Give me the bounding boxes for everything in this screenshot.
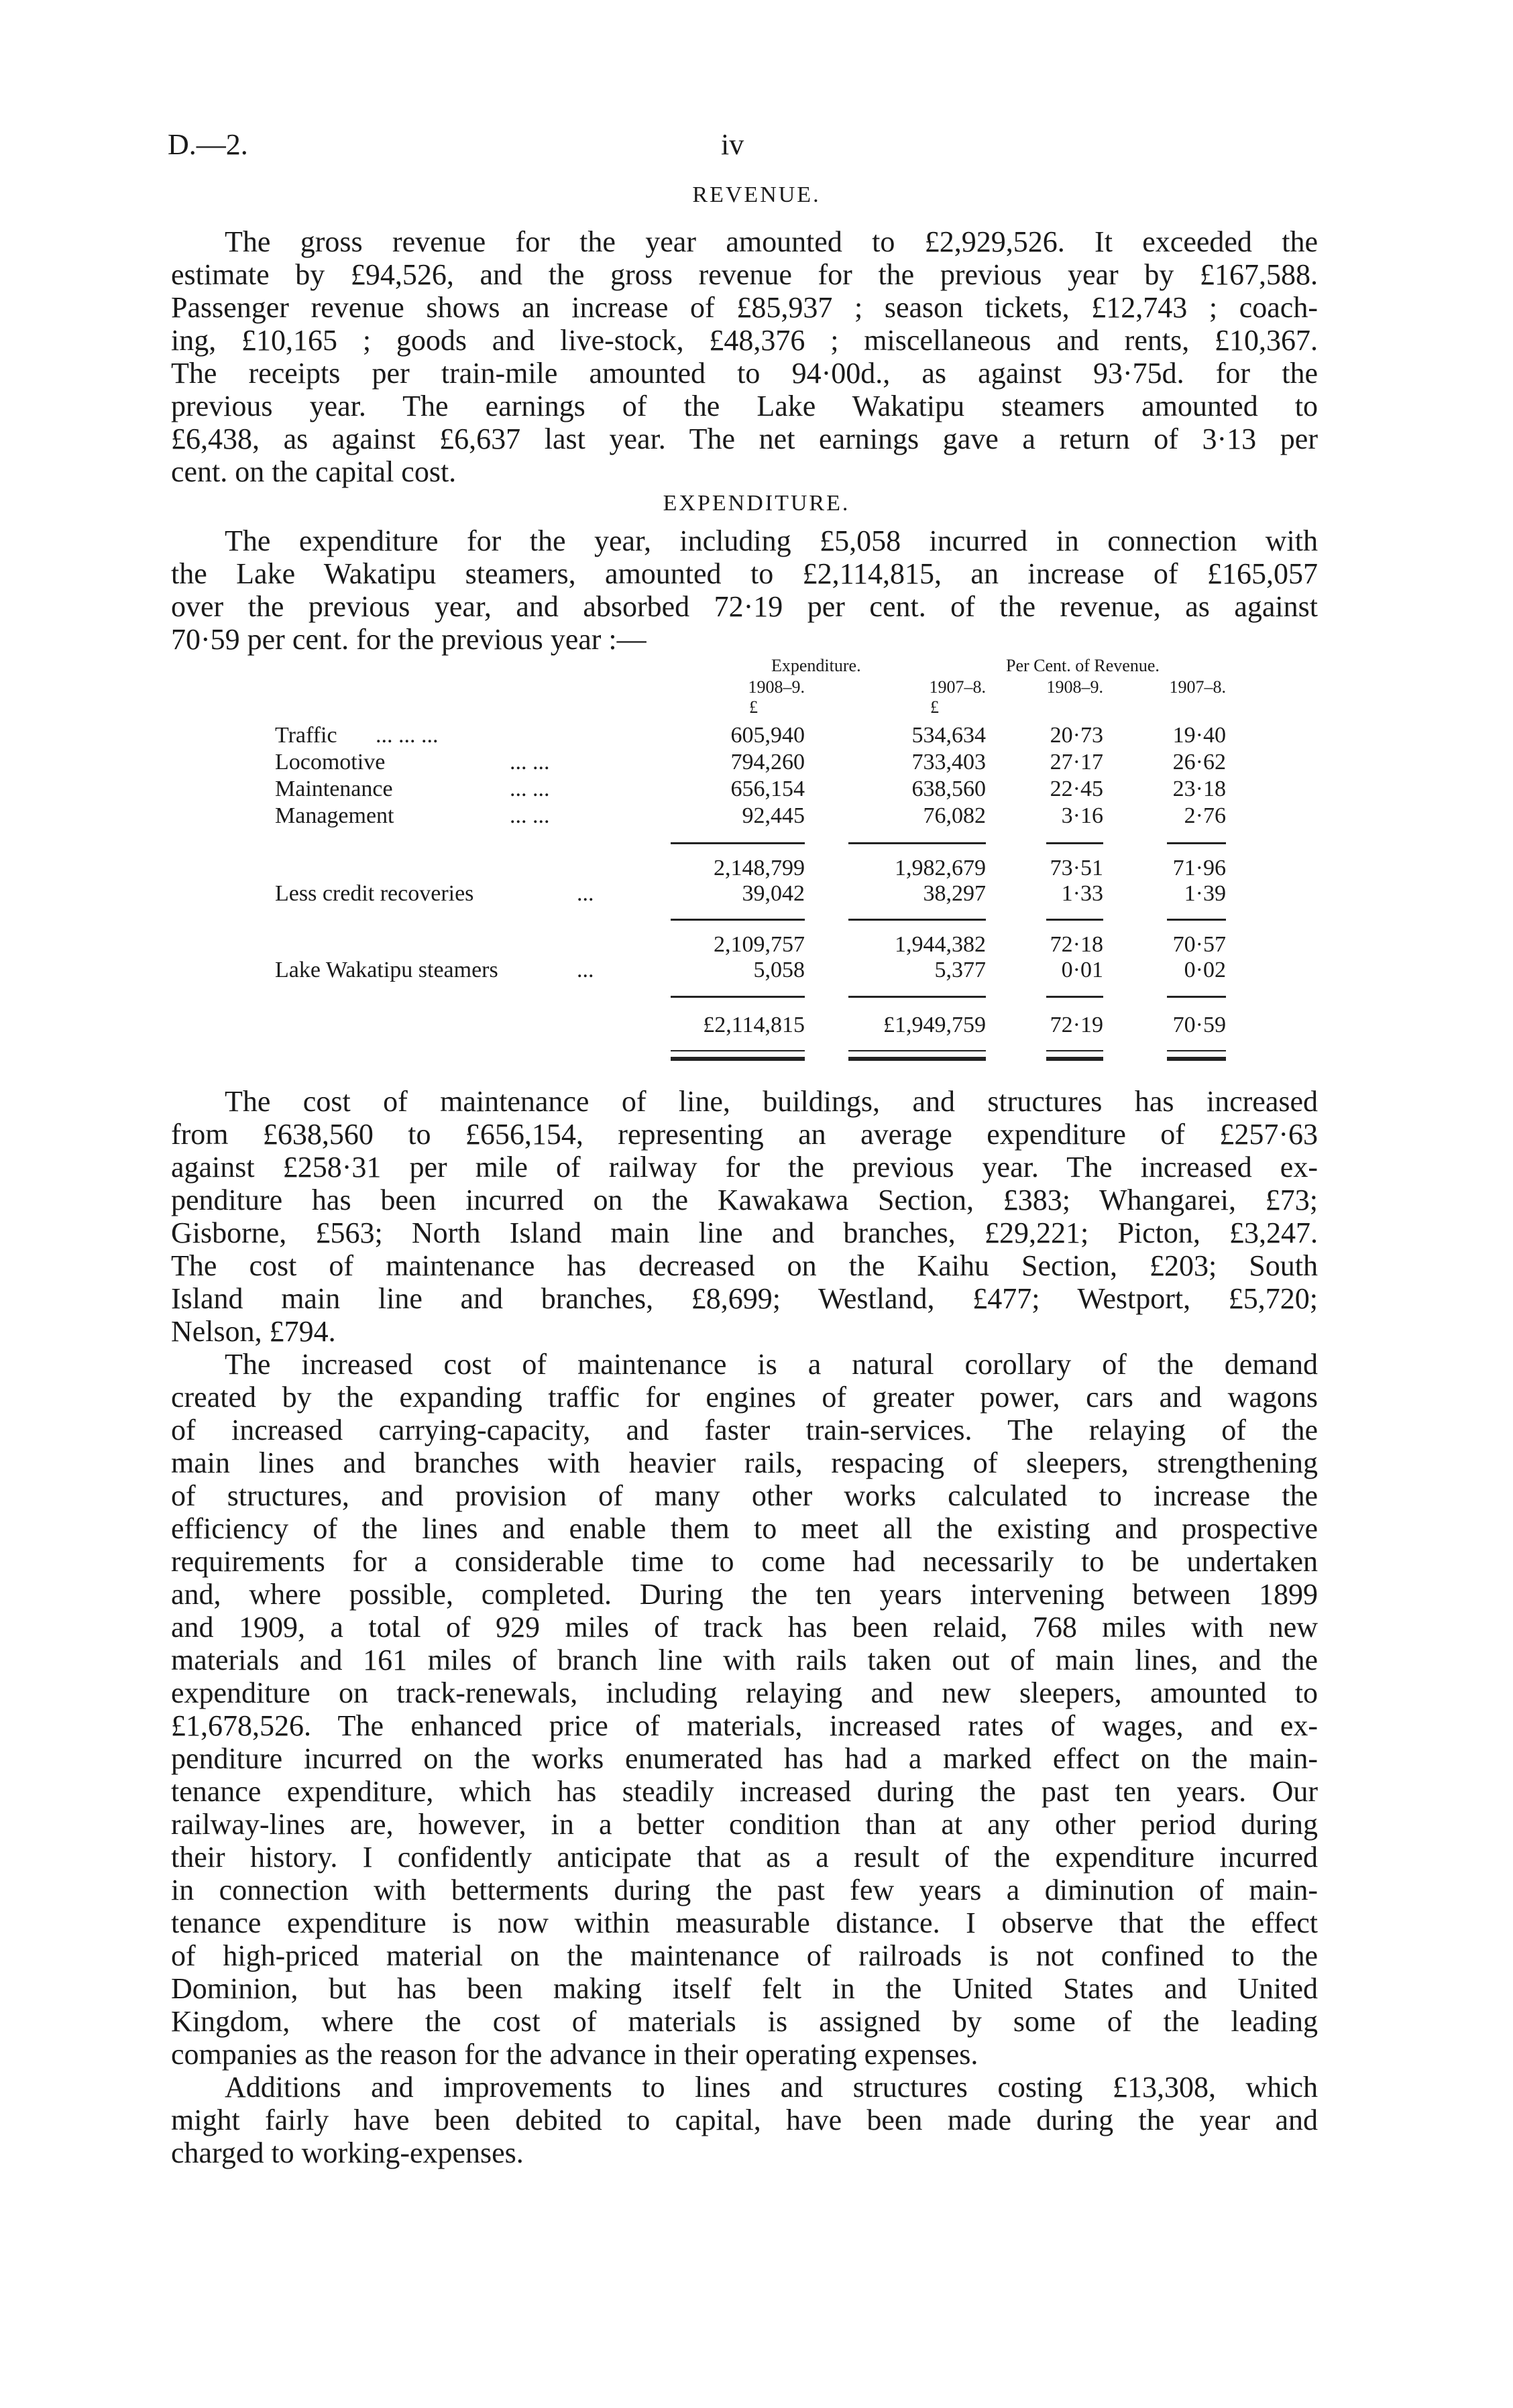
text-line: penditure incurred on the works enumerated has had a marked effect on the main-	[171, 1742, 1318, 1775]
text-line: The cost of maintenance has decreased on the Kaihu Section, £203; South	[171, 1249, 1318, 1282]
text-line: The receipts per train-mile amounted to 94·00d., as against 93·75d. for the	[171, 357, 1318, 390]
text-line: The cost of maintenance of line, buildings, and structures has increased	[225, 1085, 1318, 1118]
currency-symbol: £	[749, 697, 758, 717]
text-line: their history. I confidently anticipate that as a result of the expenditure incurred	[171, 1841, 1318, 1874]
row-label: Management	[275, 803, 394, 828]
leader-dots: ...	[577, 958, 594, 982]
table-cell: 26·62	[1172, 750, 1226, 775]
leader-dots: ... ...	[510, 803, 550, 828]
text-line: tenance expenditure is now within measurable distance. I observe that the effect	[171, 1906, 1318, 1939]
column-year: 1908–9.	[748, 677, 805, 697]
table-cell: 39,042	[742, 881, 805, 906]
text-line: main lines and branches with heavier rails, respacing of sleepers, strengthening	[171, 1446, 1318, 1479]
table-rule	[1046, 1050, 1103, 1051]
table-cell: 1·33	[1061, 881, 1103, 906]
table-rule	[1046, 1057, 1103, 1061]
table-rule	[671, 996, 805, 998]
table-rule	[671, 842, 805, 844]
text-line: estimate by £94,526, and the gross revenue for the previous year by £167,588.	[171, 258, 1318, 291]
table-cell: 0·01	[1061, 958, 1103, 982]
text-line: railway-lines are, however, in a better condition than at any other period during	[171, 1808, 1318, 1841]
text-line: 70·59 per cent. for the previous year :—	[171, 623, 647, 656]
table-rule	[1046, 842, 1103, 844]
table-cell: 5,058	[753, 958, 805, 982]
text-line: and, where possible, completed. During the ten years intervening between 1899	[171, 1578, 1318, 1611]
column-year: 1908–9.	[1046, 677, 1103, 697]
paragraph	[171, 2071, 1318, 2169]
text-line: £6,438, as against £6,637 last year. The net earnings gave a return of 3·13 per	[171, 422, 1318, 455]
text-line: The gross revenue for the year amounted to £2,929,526. It exceeded the	[225, 225, 1318, 258]
text-line: efficiency of the lines and enable them to meet all the existing and prospective	[171, 1512, 1318, 1545]
text-line: The expenditure for the year, including £5,058 incurred in connection with	[225, 524, 1318, 557]
table-rule	[848, 919, 986, 921]
table-rule	[1046, 919, 1103, 921]
table-cell: 27·17	[1050, 750, 1103, 775]
text-line: of increased carrying-capacity, and faster train-services. The relaying of the	[171, 1414, 1318, 1446]
text-line: Passenger revenue shows an increase of £85,937 ; season tickets, £12,743 ; coach-	[171, 291, 1318, 324]
text-line: £1,678,526. The enhanced price of materials, increased rates of wages, and ex-	[171, 1709, 1318, 1742]
row-label: Traffic	[275, 723, 337, 748]
table-cell: 1,944,382	[895, 932, 986, 957]
page-number: iv	[721, 128, 744, 161]
table-rule	[1167, 1050, 1226, 1051]
text-line: Gisborne, £563; North Island main line and branches, £29,221; Picton, £3,247.	[171, 1216, 1318, 1249]
text-line: created by the expanding traffic for engines of greater power, cars and wagons	[171, 1381, 1318, 1414]
column-year: 1907–8.	[929, 677, 986, 697]
text-line: in connection with betterments during the past few years a diminution of main-	[171, 1874, 1318, 1906]
text-line: against £258·31 per mile of railway for the previous year. The increased ex-	[171, 1151, 1318, 1184]
table-cell: 38,297	[923, 881, 986, 906]
table-cell: 92,445	[742, 803, 805, 828]
text-line: expenditure on track-renewals, including relaying and new sleepers, amounted to	[171, 1676, 1318, 1709]
body-paragraphs	[171, 1085, 1318, 2169]
table-cell: 5,377	[934, 958, 986, 982]
paragraph	[171, 1348, 1318, 2071]
table-cell: 2,148,799	[714, 856, 805, 880]
expenditure-paragraph	[171, 524, 1318, 656]
column-year: 1907–8.	[1169, 677, 1226, 697]
table-cell: 22·45	[1050, 777, 1103, 801]
table-rule	[1167, 1057, 1226, 1061]
table-cell: 2,109,757	[714, 932, 805, 957]
table-cell: 656,154	[730, 777, 805, 801]
text-line: charged to working-expenses.	[171, 2136, 524, 2169]
row-label: Maintenance	[275, 777, 393, 801]
table-cell: 71·96	[1172, 856, 1226, 880]
table-cell: 72·19	[1050, 1013, 1103, 1037]
paragraph	[171, 1085, 1318, 1348]
table-cell: 20·73	[1050, 723, 1103, 748]
row-label: Less credit recoveries	[275, 881, 474, 906]
text-line: and 1909, a total of 929 miles of track has been relaid, 768 miles with new	[171, 1611, 1318, 1644]
text-line: materials and 161 miles of branch line with rails taken out of main lines, and the	[171, 1644, 1318, 1676]
currency-symbol: £	[930, 697, 939, 717]
row-label: Locomotive	[275, 750, 386, 775]
table-rule	[1167, 919, 1226, 921]
leader-dots: ...	[577, 881, 594, 906]
table-cell: 19·40	[1172, 723, 1226, 748]
table-rule	[848, 1050, 986, 1051]
text-line: might fairly have been debited to capital, have been made during the year and	[171, 2104, 1318, 2136]
leader-dots: ... ...	[510, 777, 550, 801]
expenditure-heading: EXPENDITURE.	[663, 491, 850, 516]
revenue-paragraph	[171, 225, 1318, 488]
text-line: Island main line and branches, £8,699; Westland, £477; Westport, £5,720;	[171, 1282, 1318, 1315]
text-line: over the previous year, and absorbed 72·19 per cent. of the revenue, as against	[171, 590, 1318, 623]
table-rule	[848, 842, 986, 844]
table-cell: 794,260	[730, 750, 805, 775]
table-rule	[671, 1057, 805, 1061]
text-line: Nelson, £794.	[171, 1315, 336, 1348]
leader-dots: ... ... ...	[376, 723, 439, 748]
table-cell: 638,560	[911, 777, 986, 801]
table-cell: 23·18	[1172, 777, 1226, 801]
table-rule	[671, 1050, 805, 1051]
text-line: of structures, and provision of many other works calculated to increase the	[171, 1479, 1318, 1512]
header-expenditure: Expenditure.	[771, 656, 861, 675]
text-line: Additions and improvements to lines and structures costing £13,308, which	[225, 2071, 1318, 2104]
text-line: cent. on the capital cost.	[171, 455, 457, 488]
text-line: the Lake Wakatipu steamers, amounted to £2,114,815, an increase of £165,057	[171, 557, 1318, 590]
table-cell: 76,082	[923, 803, 986, 828]
text-line: from £638,560 to £656,154, representing an average expenditure of £257·63	[171, 1118, 1318, 1151]
text-line: The increased cost of maintenance is a natural corollary of the demand	[225, 1348, 1318, 1381]
text-line: companies as the reason for the advance in their operating expenses.	[171, 2038, 978, 2071]
leader-dots: ... ...	[510, 750, 550, 775]
header-percent-revenue: Per Cent. of Revenue.	[1006, 656, 1160, 675]
table-rule	[671, 919, 805, 921]
text-line: requirements for a considerable time to come had necessarily to be undertaken	[171, 1545, 1318, 1578]
table-cell: 1,982,679	[895, 856, 986, 880]
table-cell: 72·18	[1050, 932, 1103, 957]
table-cell: 0·02	[1184, 958, 1226, 982]
table-rule	[848, 996, 986, 998]
text-line: penditure has been incurred on the Kawakawa Section, £383; Whangarei, £73;	[171, 1184, 1318, 1216]
text-line: Kingdom, where the cost of materials is assigned by some of the leading	[171, 2005, 1318, 2038]
table-cell: 70·59	[1172, 1013, 1226, 1037]
table-rule	[848, 1057, 986, 1061]
text-line: of high-priced material on the maintenance of railroads is not confined to the	[171, 1939, 1318, 1972]
row-label: Lake Wakatipu steamers	[275, 958, 498, 982]
table-cell: 534,634	[911, 723, 986, 748]
table-rule	[1046, 996, 1103, 998]
table-cell: 2·76	[1184, 803, 1226, 828]
table-cell: 70·57	[1172, 932, 1226, 957]
text-line: tenance expenditure, which has steadily increased during the past ten years. Our	[171, 1775, 1318, 1808]
revenue-heading: REVENUE.	[692, 182, 821, 207]
table-cell: 73·51	[1050, 856, 1103, 880]
table-rule	[1167, 842, 1226, 844]
table-cell: 605,940	[730, 723, 805, 748]
table-rule	[1167, 996, 1226, 998]
text-line: ing, £10,165 ; goods and live-stock, £48,376 ; miscellaneous and rents, £10,367.	[171, 324, 1318, 357]
text-line: previous year. The earnings of the Lake Wakatipu steamers amounted to	[171, 390, 1318, 422]
table-cell: £1,949,759	[883, 1013, 986, 1037]
table-cell: 1·39	[1184, 881, 1226, 906]
table-cell: £2,114,815	[703, 1013, 805, 1037]
document-reference: D.—2.	[168, 128, 248, 161]
table-cell: 3·16	[1061, 803, 1103, 828]
text-line: Dominion, but has been making itself felt in the United States and United	[171, 1972, 1318, 2005]
table-cell: 733,403	[911, 750, 986, 775]
